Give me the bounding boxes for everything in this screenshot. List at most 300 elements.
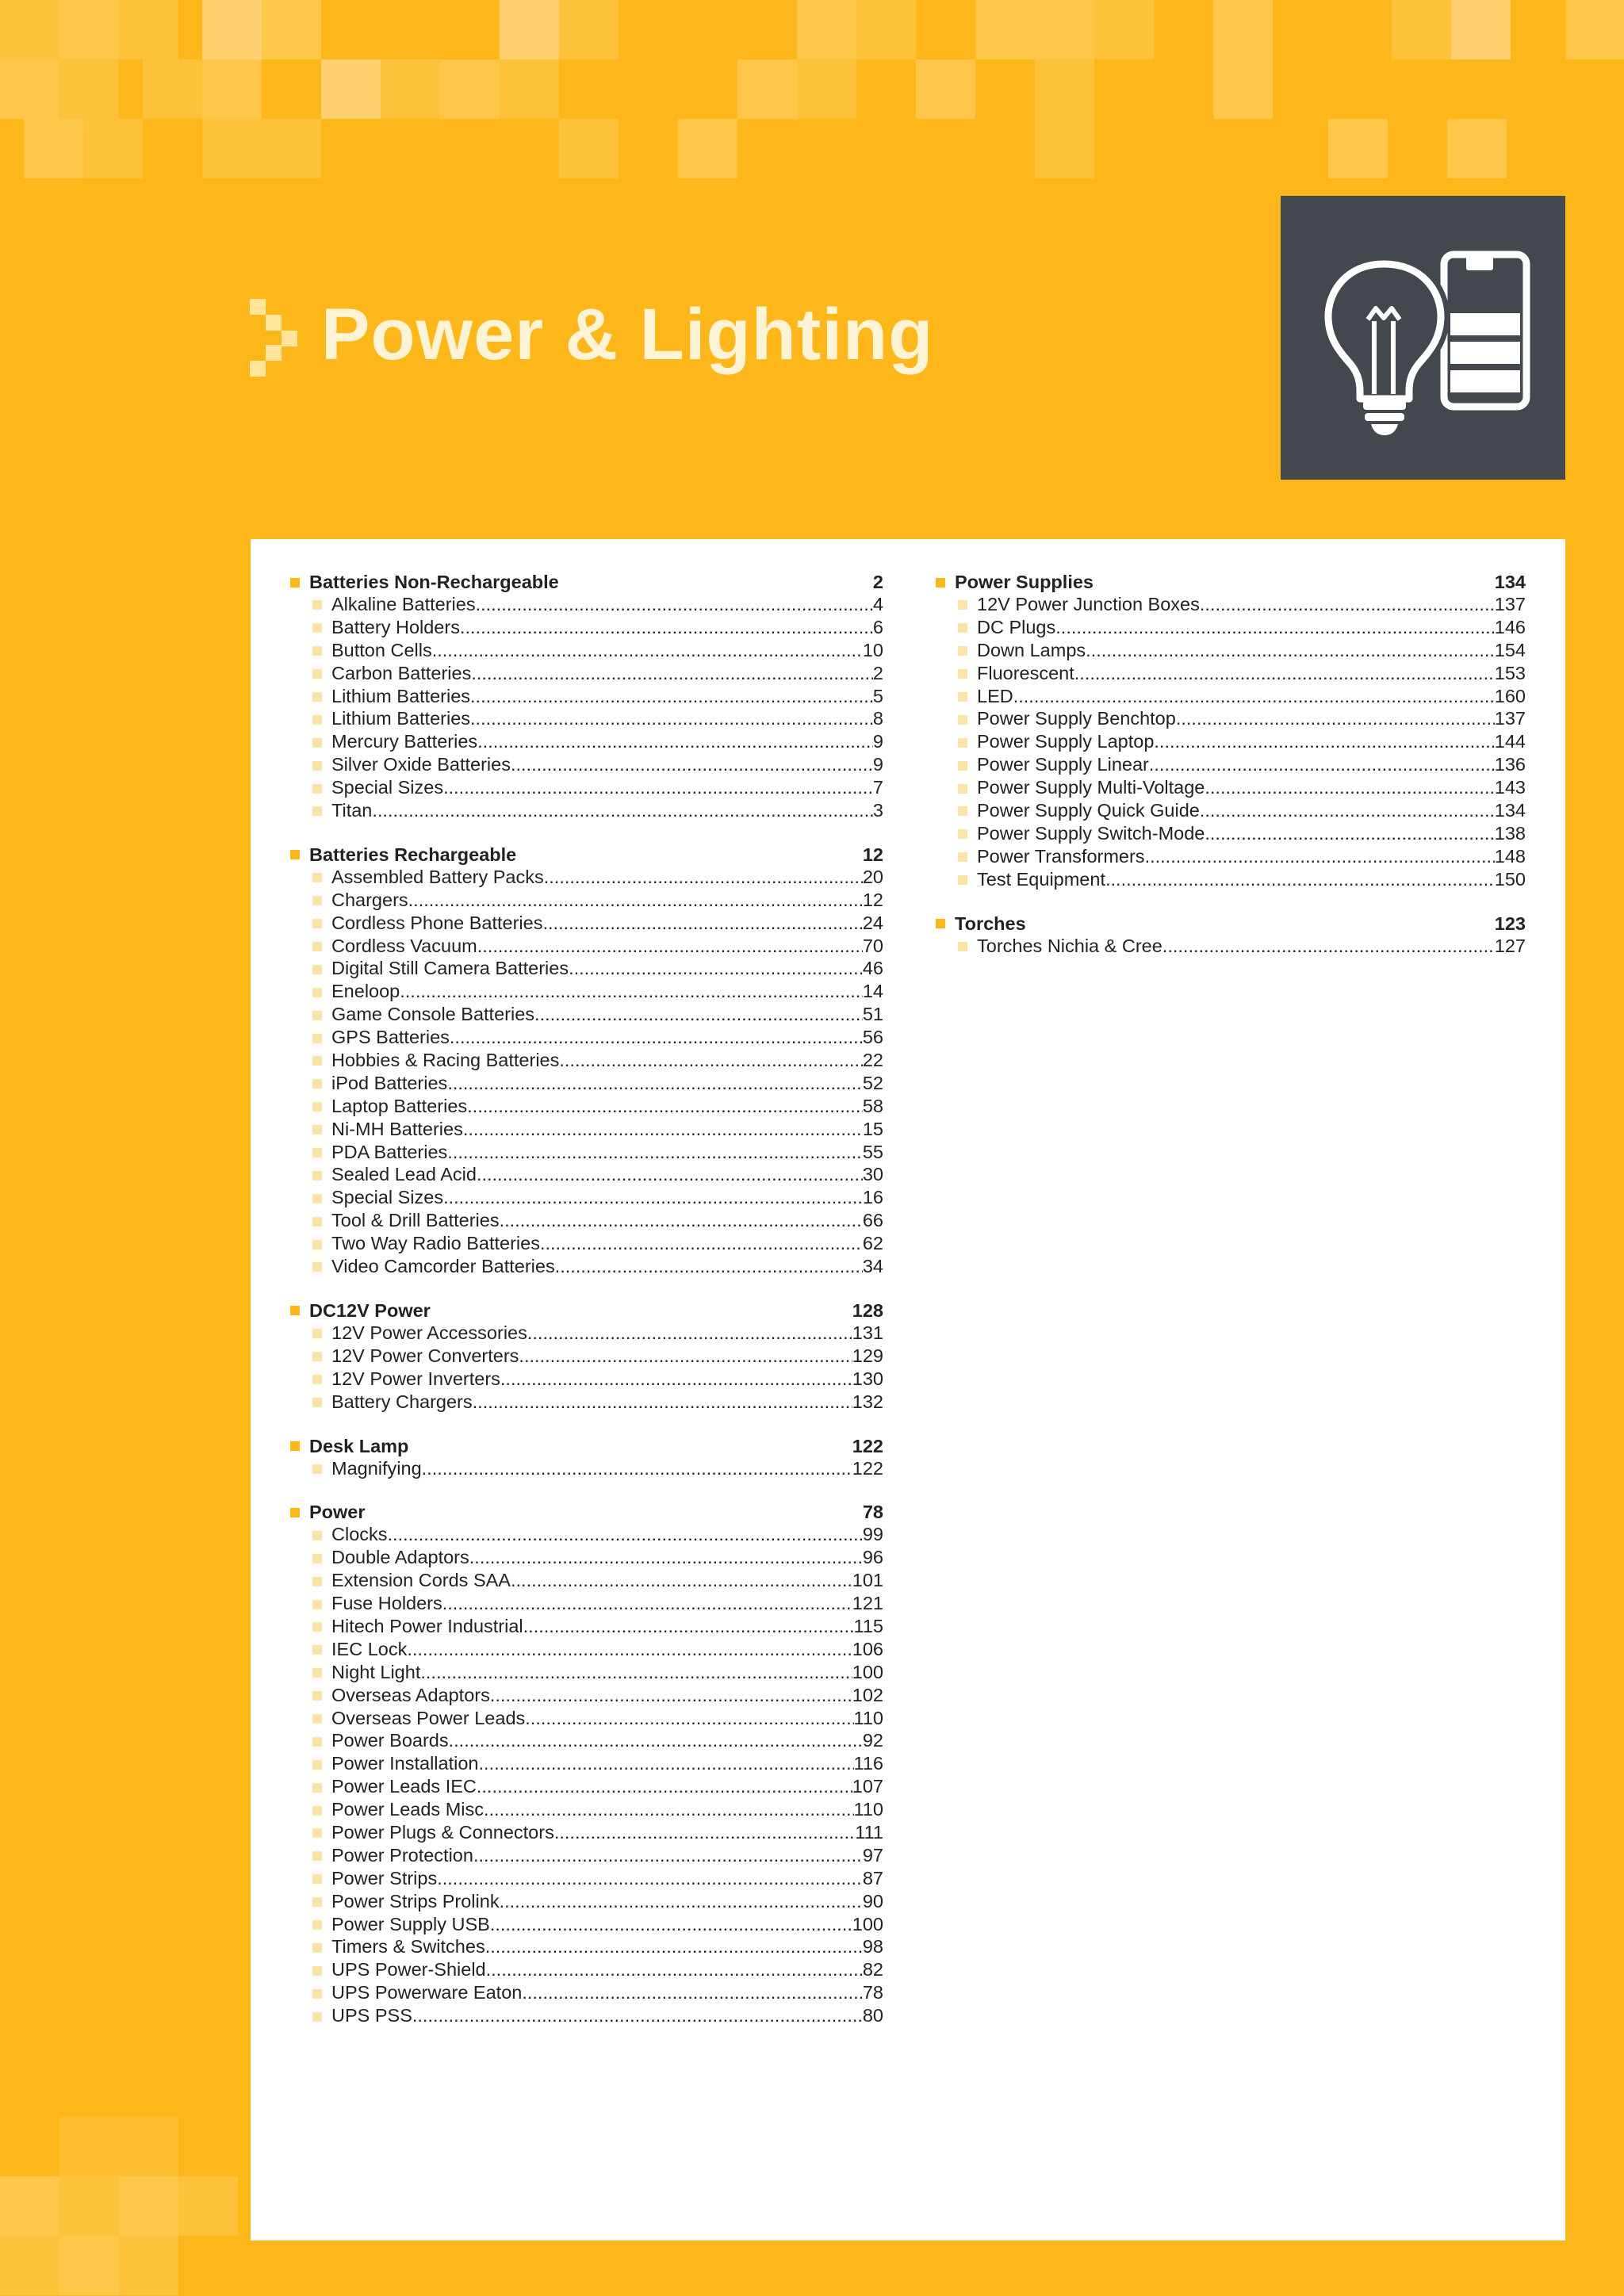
entry-bullet-icon bbox=[312, 1806, 322, 1816]
dot-leader bbox=[437, 1868, 863, 1889]
dot-leader bbox=[1205, 777, 1494, 798]
entry-page-number: 137 bbox=[1494, 708, 1526, 729]
entry-page-number: 92 bbox=[862, 1730, 883, 1751]
entry-bullet-icon bbox=[958, 829, 967, 839]
entry-page-number: 56 bbox=[862, 1027, 883, 1048]
entry-label: Night Light bbox=[331, 1661, 421, 1682]
entry-label: UPS Powerware Eaton bbox=[331, 1982, 523, 2003]
entry-label: Fuse Holders bbox=[331, 1593, 442, 1614]
entry-bullet-icon bbox=[312, 1125, 322, 1135]
section-heading[interactable] bbox=[936, 913, 1526, 936]
dot-leader bbox=[569, 958, 863, 979]
entry-page-number: 131 bbox=[852, 1322, 883, 1343]
index-entry[interactable] bbox=[936, 800, 1526, 823]
index-entry[interactable] bbox=[290, 2005, 883, 2028]
index-entry[interactable] bbox=[290, 1073, 883, 1096]
dot-leader bbox=[1176, 708, 1495, 729]
entry-page-number: 2 bbox=[872, 662, 883, 683]
dot-leader bbox=[490, 1914, 852, 1935]
dot-leader bbox=[1013, 686, 1495, 707]
entry-label: Laptop Batteries bbox=[331, 1095, 468, 1116]
entry-label: Ni-MH Batteries bbox=[331, 1118, 463, 1139]
dot-leader bbox=[400, 981, 863, 1002]
index-entry[interactable] bbox=[290, 1753, 883, 1776]
entry-label: Hitech Power Industrial bbox=[331, 1615, 523, 1636]
entry-bullet-icon bbox=[312, 1874, 322, 1884]
entry-page-number: 99 bbox=[862, 1524, 883, 1545]
dot-leader bbox=[443, 1187, 863, 1208]
index-entry[interactable] bbox=[936, 594, 1526, 617]
entry-label: UPS Power-Shield bbox=[331, 1959, 486, 1980]
entry-bullet-icon bbox=[312, 738, 322, 748]
index-entry[interactable] bbox=[290, 1616, 883, 1639]
entry-label: Torches Nichia & Cree bbox=[977, 935, 1162, 956]
index-entry[interactable] bbox=[290, 708, 883, 731]
index-entry[interactable] bbox=[290, 1256, 883, 1279]
entry-page-number: 115 bbox=[853, 1615, 883, 1636]
section-bullet-icon bbox=[290, 1306, 300, 1315]
entry-bullet-icon bbox=[312, 1194, 322, 1203]
index-entry[interactable] bbox=[936, 731, 1526, 754]
entry-page-number: 100 bbox=[852, 1913, 883, 1934]
section-title: Desk Lamp bbox=[309, 1435, 409, 1456]
index-entry[interactable] bbox=[936, 686, 1526, 709]
dot-leader bbox=[442, 1593, 852, 1614]
entry-bullet-icon bbox=[312, 1622, 322, 1632]
dot-leader bbox=[559, 1050, 862, 1071]
entry-label: Power Leads IEC bbox=[331, 1776, 477, 1797]
section-bullet-icon bbox=[290, 1441, 300, 1451]
index-entry[interactable] bbox=[290, 777, 883, 800]
entry-bullet-icon bbox=[312, 1577, 322, 1586]
index-entry[interactable] bbox=[290, 890, 883, 913]
entry-bullet-icon bbox=[312, 1148, 322, 1158]
entry-label: Lithium Batteries bbox=[331, 708, 471, 729]
section-title: Batteries Rechargeable bbox=[309, 844, 517, 865]
entry-bullet-icon bbox=[958, 715, 967, 725]
entry-bullet-icon bbox=[312, 988, 322, 997]
entry-page-number: 15 bbox=[862, 1118, 883, 1139]
entry-page-number: 3 bbox=[872, 800, 883, 821]
dot-leader bbox=[540, 1233, 863, 1254]
entry-page-number: 153 bbox=[1494, 662, 1526, 683]
entry-page-number: 102 bbox=[852, 1684, 883, 1705]
dot-leader bbox=[432, 640, 863, 661]
entry-page-number: 80 bbox=[862, 2005, 883, 2026]
dot-leader bbox=[1154, 731, 1494, 752]
entry-label: Eneloop bbox=[331, 981, 400, 1002]
entry-bullet-icon bbox=[312, 646, 322, 656]
entry-page-number: 96 bbox=[862, 1547, 883, 1568]
entry-label: Power Protection bbox=[331, 1844, 473, 1866]
index-entry[interactable] bbox=[290, 936, 883, 959]
section-heading[interactable] bbox=[290, 844, 883, 867]
entry-label: GPS Batteries bbox=[331, 1027, 450, 1048]
entry-page-number: 82 bbox=[862, 1959, 883, 1980]
index-section bbox=[290, 1435, 883, 1481]
entry-bullet-icon bbox=[312, 1171, 322, 1181]
entry-bullet-icon bbox=[312, 896, 322, 905]
entry-page-number: 143 bbox=[1494, 777, 1526, 798]
entry-bullet-icon bbox=[312, 669, 322, 679]
index-entry[interactable] bbox=[290, 1187, 883, 1210]
dot-leader bbox=[473, 1391, 852, 1413]
entry-page-number: 5 bbox=[872, 685, 883, 706]
index-entry[interactable] bbox=[936, 663, 1526, 686]
entry-page-number: 101 bbox=[852, 1570, 883, 1591]
index-entry[interactable] bbox=[290, 1982, 883, 2005]
dot-leader bbox=[490, 1685, 852, 1706]
index-entry[interactable] bbox=[290, 663, 883, 686]
entry-bullet-icon bbox=[958, 875, 967, 885]
dot-leader bbox=[500, 1368, 852, 1390]
index-entry[interactable] bbox=[936, 754, 1526, 777]
entry-label: Power Supply Multi-Voltage bbox=[977, 777, 1205, 798]
entry-page-number: 98 bbox=[862, 1936, 883, 1957]
entry-bullet-icon bbox=[958, 600, 967, 610]
index-entry[interactable] bbox=[290, 913, 883, 936]
index-section bbox=[936, 913, 1526, 959]
entry-label: Fluorescent bbox=[977, 662, 1074, 683]
dot-leader bbox=[1105, 869, 1495, 890]
index-entry[interactable] bbox=[936, 846, 1526, 869]
section-bullet-icon bbox=[290, 850, 300, 859]
entry-page-number: 30 bbox=[862, 1164, 883, 1185]
entry-page-number: 10 bbox=[862, 639, 883, 660]
index-entry[interactable] bbox=[290, 981, 883, 1004]
index-entry[interactable] bbox=[290, 1164, 883, 1187]
entry-page-number: 9 bbox=[872, 754, 883, 775]
entry-label: Magnifying bbox=[331, 1457, 422, 1479]
entry-bullet-icon bbox=[312, 1668, 322, 1678]
entry-bullet-icon bbox=[312, 1554, 322, 1563]
entry-page-number: 22 bbox=[862, 1050, 883, 1071]
entry-bullet-icon bbox=[958, 806, 967, 816]
entry-page-number: 129 bbox=[852, 1345, 883, 1366]
entry-label: Power Transformers bbox=[977, 845, 1145, 867]
entry-page-number: 154 bbox=[1494, 639, 1526, 660]
entry-page-number: 160 bbox=[1494, 685, 1526, 706]
entry-label: Power Installation bbox=[331, 1753, 479, 1774]
index-entry[interactable] bbox=[936, 936, 1526, 959]
index-entry[interactable] bbox=[290, 1119, 883, 1142]
dot-leader bbox=[534, 1004, 863, 1025]
section-heading[interactable] bbox=[936, 571, 1526, 594]
dot-leader bbox=[527, 1322, 852, 1344]
index-entry[interactable] bbox=[290, 1639, 883, 1662]
dot-leader bbox=[511, 1570, 852, 1591]
entry-page-number: 137 bbox=[1494, 594, 1526, 614]
entry-label: Test Equipment bbox=[977, 868, 1105, 890]
index-entry[interactable] bbox=[290, 1547, 883, 1570]
entry-label: Alkaline Batteries bbox=[331, 594, 476, 614]
entry-label: Sealed Lead Acid bbox=[331, 1164, 477, 1185]
index-entry[interactable] bbox=[290, 594, 883, 617]
entry-label: UPS PSS bbox=[331, 2005, 412, 2026]
index-entry[interactable] bbox=[290, 867, 883, 890]
section-page-number: 134 bbox=[1494, 572, 1526, 592]
dot-leader bbox=[372, 800, 873, 821]
index-entry[interactable] bbox=[290, 617, 883, 640]
section-heading[interactable] bbox=[290, 1299, 883, 1322]
dot-leader bbox=[1205, 823, 1494, 844]
entry-page-number: 150 bbox=[1494, 868, 1526, 890]
entry-label: Battery Chargers bbox=[331, 1391, 473, 1412]
dot-leader bbox=[519, 1345, 852, 1367]
dot-leader bbox=[1149, 754, 1495, 775]
index-entry[interactable] bbox=[290, 1391, 883, 1414]
entry-bullet-icon bbox=[312, 1240, 322, 1249]
section-title: Torches bbox=[955, 913, 1026, 934]
entry-bullet-icon bbox=[312, 1531, 322, 1540]
entry-label: Digital Still Camera Batteries bbox=[331, 958, 569, 979]
entry-label: Power Leads Misc bbox=[331, 1799, 484, 1820]
entry-page-number: 8 bbox=[872, 708, 883, 729]
entry-bullet-icon bbox=[312, 2012, 322, 2022]
entry-label: Titan bbox=[331, 800, 373, 821]
entry-label: Video Camcorder Batteries bbox=[331, 1256, 555, 1277]
dot-leader bbox=[443, 777, 873, 798]
entry-label: Silver Oxide Batteries bbox=[331, 754, 511, 775]
dot-leader bbox=[473, 1845, 863, 1866]
entry-page-number: 106 bbox=[852, 1638, 883, 1659]
entry-label: 12V Power Accessories bbox=[331, 1322, 527, 1343]
entry-label: DC Plugs bbox=[977, 616, 1056, 637]
dot-leader bbox=[450, 1027, 863, 1048]
dot-leader bbox=[449, 1730, 863, 1751]
index-entry[interactable] bbox=[290, 1868, 883, 1891]
dot-leader bbox=[1145, 846, 1495, 867]
dot-leader bbox=[1074, 663, 1495, 684]
index-entry[interactable] bbox=[936, 823, 1526, 846]
entry-bullet-icon bbox=[958, 669, 967, 679]
index-entry[interactable] bbox=[936, 869, 1526, 892]
entry-page-number: 62 bbox=[862, 1233, 883, 1254]
dot-leader bbox=[469, 1547, 863, 1568]
index-panel bbox=[251, 539, 1565, 2241]
dot-leader bbox=[420, 1662, 852, 1683]
entry-bullet-icon bbox=[312, 1943, 322, 1953]
entry-bullet-icon bbox=[958, 761, 967, 771]
section-heading[interactable] bbox=[290, 1501, 883, 1524]
entry-label: Extension Cords SAA bbox=[331, 1570, 511, 1591]
entry-page-number: 7 bbox=[872, 777, 883, 798]
entry-bullet-icon bbox=[312, 1737, 322, 1747]
entry-bullet-icon bbox=[312, 1375, 322, 1384]
dot-leader bbox=[470, 686, 873, 707]
index-entry[interactable] bbox=[290, 1210, 883, 1233]
index-entry[interactable] bbox=[290, 754, 883, 777]
index-section bbox=[290, 844, 883, 1279]
entry-page-number: 66 bbox=[862, 1210, 883, 1231]
entry-bullet-icon bbox=[312, 1989, 322, 1999]
index-entry[interactable] bbox=[290, 1936, 883, 1959]
page-title: Power & Lighting bbox=[321, 294, 934, 375]
index-section bbox=[936, 571, 1526, 892]
entry-label: Special Sizes bbox=[331, 777, 444, 798]
entry-bullet-icon bbox=[958, 852, 967, 862]
entry-bullet-icon bbox=[312, 1217, 322, 1226]
entry-bullet-icon bbox=[312, 1034, 322, 1043]
section-page-number: 78 bbox=[862, 1502, 883, 1523]
entry-page-number: 138 bbox=[1494, 822, 1526, 844]
entry-page-number: 55 bbox=[862, 1141, 883, 1162]
entry-bullet-icon bbox=[312, 1464, 322, 1474]
entry-page-number: 111 bbox=[855, 1821, 883, 1843]
index-entry[interactable] bbox=[290, 1662, 883, 1685]
index-entry[interactable] bbox=[290, 958, 883, 981]
index-entry[interactable] bbox=[936, 640, 1526, 663]
entry-label: iPod Batteries bbox=[331, 1072, 448, 1093]
entry-page-number: 110 bbox=[853, 1799, 883, 1820]
entry-label: 12V Power Inverters bbox=[331, 1368, 500, 1389]
index-section bbox=[290, 1501, 883, 2028]
section-page-number: 2 bbox=[872, 572, 883, 592]
entry-bullet-icon bbox=[312, 784, 322, 794]
entry-label: 12V Power Converters bbox=[331, 1345, 519, 1366]
section-page-number: 12 bbox=[862, 844, 883, 865]
section-heading[interactable] bbox=[290, 571, 883, 594]
index-entry[interactable] bbox=[290, 800, 883, 823]
index-entry[interactable] bbox=[290, 1959, 883, 1982]
index-entry[interactable] bbox=[290, 1233, 883, 1256]
entry-label: Game Console Batteries bbox=[331, 1004, 535, 1025]
dot-leader bbox=[525, 1708, 853, 1729]
index-entry[interactable] bbox=[936, 617, 1526, 640]
index-entry[interactable] bbox=[290, 1593, 883, 1616]
index-entry[interactable] bbox=[290, 1799, 883, 1822]
index-entry[interactable] bbox=[290, 1096, 883, 1119]
entry-label: IEC Lock bbox=[331, 1638, 408, 1659]
dot-leader bbox=[500, 1210, 863, 1231]
entry-page-number: 130 bbox=[852, 1368, 883, 1389]
entry-bullet-icon bbox=[958, 646, 967, 656]
index-entry[interactable] bbox=[936, 708, 1526, 731]
entry-label: Power Supply Switch-Mode bbox=[977, 822, 1205, 844]
entry-page-number: 110 bbox=[853, 1707, 883, 1728]
index-entry[interactable] bbox=[290, 1027, 883, 1050]
entry-page-number: 12 bbox=[862, 889, 883, 910]
index-entry[interactable] bbox=[290, 1822, 883, 1845]
entry-bullet-icon bbox=[958, 623, 967, 633]
entry-bullet-icon bbox=[312, 1714, 322, 1724]
title-pixel-mark bbox=[250, 299, 297, 377]
dot-leader bbox=[1200, 594, 1495, 615]
index-entry[interactable] bbox=[290, 1004, 883, 1027]
dot-leader bbox=[1086, 640, 1495, 661]
entry-page-number: 14 bbox=[862, 981, 883, 1002]
entry-label: Power Supply Laptop bbox=[977, 731, 1155, 752]
dot-leader bbox=[408, 890, 863, 911]
entry-page-number: 78 bbox=[862, 1982, 883, 2003]
decorative-pixel-corner bbox=[0, 2117, 251, 2296]
entry-bullet-icon bbox=[312, 1262, 322, 1272]
entry-page-number: 52 bbox=[862, 1072, 883, 1093]
dot-leader bbox=[470, 708, 873, 729]
entry-page-number: 127 bbox=[1494, 935, 1526, 956]
index-entry[interactable] bbox=[936, 777, 1526, 800]
entry-bullet-icon bbox=[958, 942, 967, 951]
entry-bullet-icon bbox=[312, 965, 322, 974]
entry-bullet-icon bbox=[312, 1352, 322, 1361]
decorative-pixel-band bbox=[0, 0, 1624, 178]
entry-bullet-icon bbox=[312, 761, 322, 771]
section-page-number: 123 bbox=[1494, 913, 1526, 934]
index-entry[interactable] bbox=[290, 1322, 883, 1345]
index-entry[interactable] bbox=[290, 1891, 883, 1914]
index-entry[interactable] bbox=[290, 731, 883, 754]
index-entry[interactable] bbox=[290, 1685, 883, 1708]
dot-leader bbox=[485, 1936, 863, 1957]
lightbulb-battery-icon bbox=[1281, 196, 1565, 480]
entry-label: Clocks bbox=[331, 1524, 388, 1545]
entry-page-number: 97 bbox=[862, 1844, 883, 1866]
entry-bullet-icon bbox=[958, 738, 967, 748]
index-entry[interactable] bbox=[290, 1524, 883, 1547]
entry-label: Overseas Power Leads bbox=[331, 1707, 526, 1728]
index-entry[interactable] bbox=[290, 1708, 883, 1731]
dot-leader bbox=[477, 1164, 863, 1185]
index-entry[interactable] bbox=[290, 1570, 883, 1593]
entry-label: Power Strips bbox=[331, 1867, 438, 1888]
dot-leader bbox=[422, 1458, 852, 1479]
entry-label: Down Lamps bbox=[977, 639, 1086, 660]
index-entry[interactable] bbox=[290, 1368, 883, 1391]
section-title: Batteries Non-Rechargeable bbox=[309, 572, 559, 592]
entry-bullet-icon bbox=[312, 1966, 322, 1976]
dot-leader bbox=[477, 731, 873, 752]
entry-label: Cordless Phone Batteries bbox=[331, 912, 543, 933]
entry-page-number: 20 bbox=[862, 866, 883, 887]
section-heading[interactable] bbox=[290, 1435, 883, 1458]
entry-page-number: 46 bbox=[862, 958, 883, 979]
index-entry[interactable] bbox=[290, 1345, 883, 1368]
entry-page-number: 144 bbox=[1494, 731, 1526, 752]
entry-bullet-icon bbox=[312, 1056, 322, 1066]
entry-page-number: 121 bbox=[852, 1593, 883, 1614]
entry-label: Double Adaptors bbox=[331, 1547, 469, 1568]
entry-label: Two Way Radio Batteries bbox=[331, 1233, 540, 1254]
entry-page-number: 70 bbox=[862, 935, 883, 956]
entry-bullet-icon bbox=[312, 919, 322, 928]
entry-label: Overseas Adaptors bbox=[331, 1684, 490, 1705]
dot-leader bbox=[544, 867, 863, 888]
section-page-number: 122 bbox=[852, 1435, 883, 1456]
index-entry[interactable] bbox=[290, 1458, 883, 1481]
entry-bullet-icon bbox=[312, 1079, 322, 1089]
entry-bullet-icon bbox=[312, 806, 322, 816]
index-entry[interactable] bbox=[290, 1845, 883, 1868]
entry-bullet-icon bbox=[312, 1398, 322, 1407]
entry-page-number: 24 bbox=[862, 912, 883, 933]
index-entry[interactable] bbox=[290, 640, 883, 663]
index-entry[interactable] bbox=[290, 1050, 883, 1073]
entry-label: Mercury Batteries bbox=[331, 731, 478, 752]
entry-bullet-icon bbox=[312, 715, 322, 725]
index-entry[interactable] bbox=[290, 1776, 883, 1799]
entry-label: Battery Holders bbox=[331, 616, 460, 637]
entry-page-number: 136 bbox=[1494, 754, 1526, 775]
index-entry[interactable] bbox=[290, 1914, 883, 1937]
dot-leader bbox=[523, 1616, 854, 1637]
index-entry[interactable] bbox=[290, 1142, 883, 1165]
index-entry[interactable] bbox=[290, 686, 883, 709]
entry-label: Power Supply Linear bbox=[977, 754, 1149, 775]
index-entry[interactable] bbox=[290, 1730, 883, 1753]
dot-leader bbox=[471, 663, 873, 684]
entry-bullet-icon bbox=[312, 1920, 322, 1930]
entry-page-number: 148 bbox=[1494, 845, 1526, 867]
